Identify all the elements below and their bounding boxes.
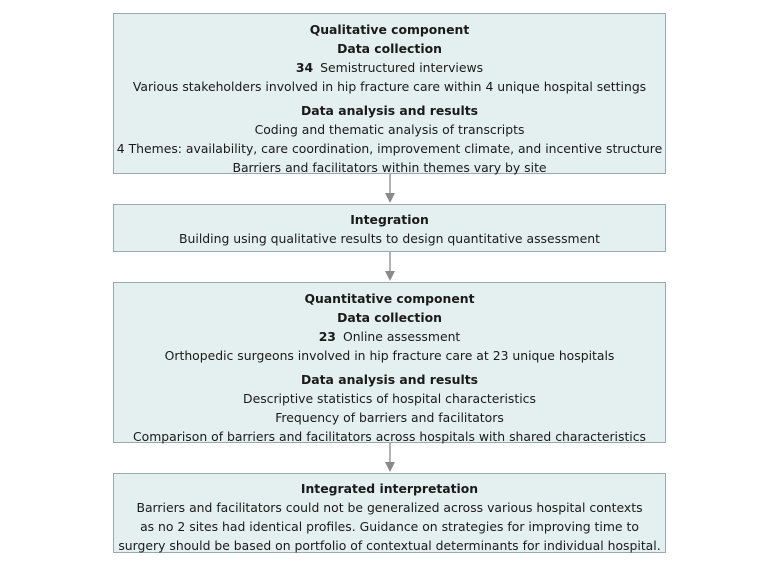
integration-title: Integration bbox=[350, 212, 429, 227]
arrow-down-icon bbox=[383, 174, 397, 204]
quantitative-data-collection-heading: Data collection bbox=[337, 310, 442, 325]
assessment-line bbox=[114, 327, 665, 346]
interpretation-title: Integrated interpretation bbox=[300, 481, 479, 496]
barriers-vary-text: Barriers and facilitators within themes vary by site bbox=[232, 160, 547, 175]
comparison-text: Comparison of barriers and facilitators across hospitals with shared characteristics bbox=[132, 429, 647, 444]
quantitative-component-box bbox=[113, 282, 666, 443]
stakeholders-text: Various stakeholders involved in hip fracture care within 4 unique hospital settings bbox=[132, 79, 647, 94]
interpretation-line-2: as no 2 sites had identical profiles. Guidance on strategies for improving time to bbox=[140, 519, 639, 534]
quantitative-analysis-heading: Data analysis and results bbox=[300, 372, 479, 387]
qualitative-title: Qualitative component bbox=[309, 22, 470, 37]
integrated-interpretation-box bbox=[113, 473, 666, 553]
frequency-text: Frequency of barriers and facilitators bbox=[275, 410, 504, 425]
descriptive-text: Descriptive statistics of hospital characteristics bbox=[243, 391, 536, 406]
interviews-text: Semistructured interviews bbox=[320, 60, 484, 75]
interpretation-line-1: Barriers and facilitators could not be generalized across various hospital contexts bbox=[136, 500, 643, 515]
qualitative-analysis-heading: Data analysis and results bbox=[300, 103, 479, 118]
integration-box bbox=[113, 204, 666, 252]
surgeons-text: Orthopedic surgeons involved in hip fracture care at 23 unique hospitals bbox=[164, 348, 615, 363]
arrow-down-icon bbox=[383, 252, 397, 282]
coding-text: Coding and thematic analysis of transcripts bbox=[254, 122, 525, 137]
interviews-line bbox=[114, 58, 665, 77]
qualitative-data-collection-heading: Data collection bbox=[337, 41, 442, 56]
interpretation-line-3: surgery should be based on portfolio of contextual determinants for individual hospital. bbox=[118, 538, 661, 553]
integration-text: Building using qualitative results to design quantitative assessment bbox=[179, 231, 600, 246]
interviews-count: 34 bbox=[295, 60, 314, 75]
assessment-text: Online assessment bbox=[342, 329, 461, 344]
qualitative-component-box bbox=[113, 13, 666, 174]
quantitative-title: Quantitative component bbox=[304, 291, 475, 306]
arrow-down-icon bbox=[383, 443, 397, 473]
assessment-count: 23 bbox=[318, 329, 336, 344]
themes-text: 4 Themes: availability, care coordination, improvement climate, and incentive structure bbox=[116, 141, 663, 156]
